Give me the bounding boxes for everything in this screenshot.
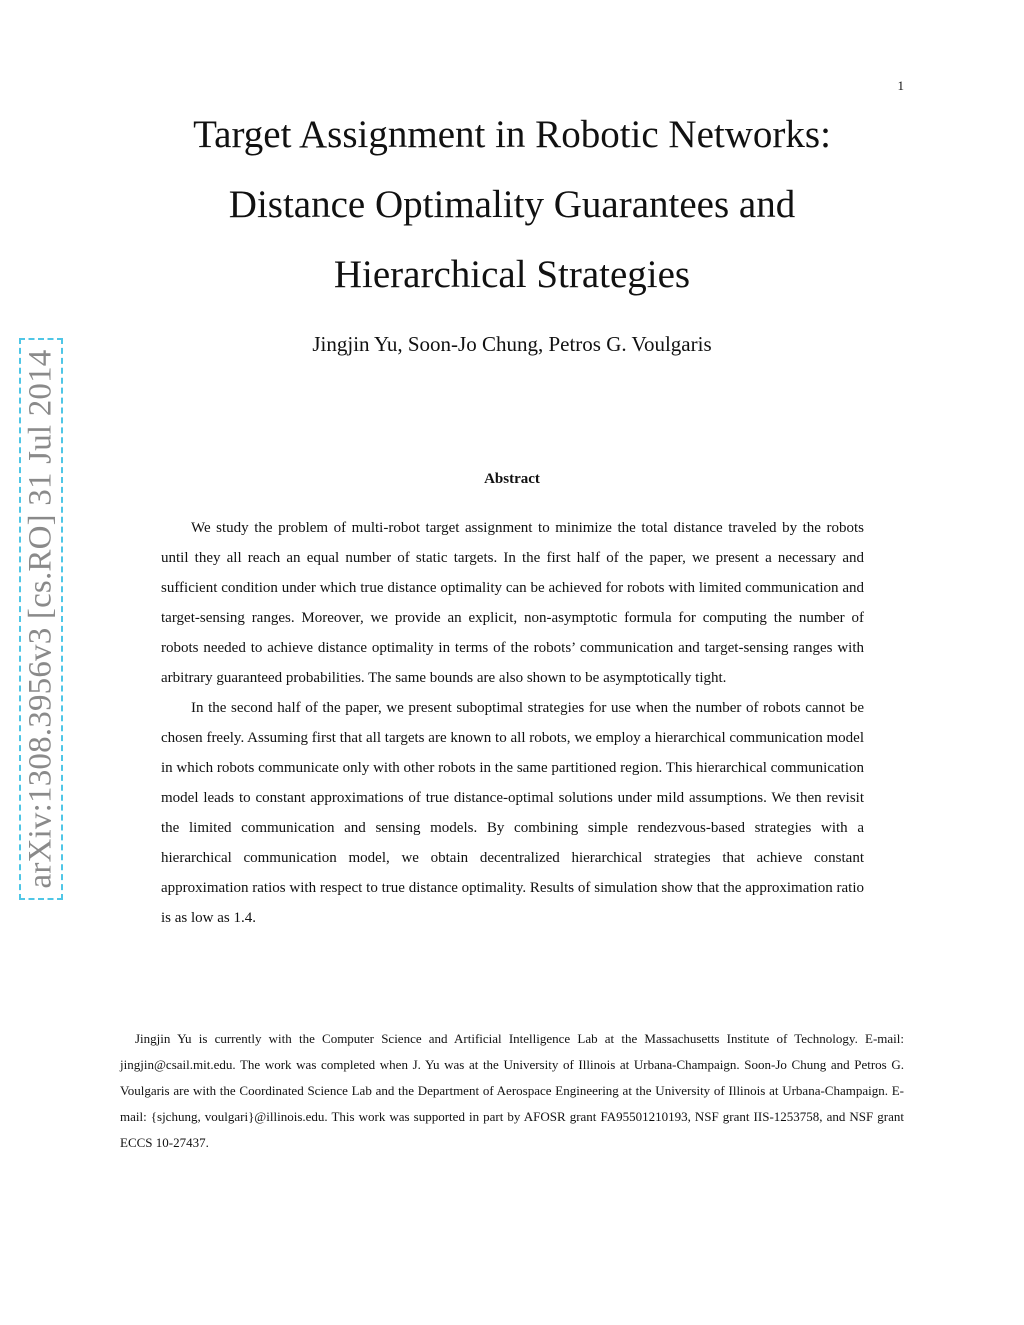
affiliation-footnote: Jingjin Yu is currently with the Computer Science and Artificial Intelligence Lab at the Massachusetts Institute of Technology. E-mail: jingjin@csail.mit.edu. The work was completed when J. Yu was at the University of Illinois at Urbana-Champaign. Soon-Jo Chung and Petros G. Voulgaris are with the Coordinated Science Lab and the Department of Aerospace Engineering at the University of Illinois at Urbana-Champaign. E-mail: {sjchung, voulgari}@illinois.edu. This work was supported in part by AFOSR grant FA95501210193, NSF grant IIS-1253758, and NSF grant ECCS 10-27437. xyxy=(120,1031,904,1150)
title-line-3: Hierarchical Strategies xyxy=(333,253,691,296)
abstract-body xyxy=(161,513,864,933)
title-line-2: Distance Optimality Guarantees and xyxy=(228,183,796,226)
abstract-paragraph-2: In the second half of the paper, we present suboptimal strategies for use when the number of robots cannot be chosen freely. Assuming first that all targets are known to all robots, we employ a hierarchical communication model in which robots communicate only with other robots in the same partitioned region. This hierarchical communication model leads to constant approximations of true distance-optimal solutions under mild assumptions. We then revisit the limited communication and sensing models. By combining simple rendezvous-based strategies with a hierarchical communication model, we obtain decentralized hierarchical strategies that achieve constant approximation ratios with respect to true distance optimality. Results of simulation show that the approximation ratio is as low as 1.4. xyxy=(161,700,864,926)
paper-title xyxy=(140,100,884,310)
abstract-heading: Abstract xyxy=(484,471,540,487)
title-line-1: Target Assignment in Robotic Networks: xyxy=(193,113,831,156)
arxiv-identifier[interactable]: arXiv:1308.3956v3 [cs.RO] 31 Jul 2014 xyxy=(22,349,59,889)
page-number: 1 xyxy=(897,78,904,93)
author-list: Jingjin Yu, Soon-Jo Chung, Petros G. Voulgaris xyxy=(312,332,712,356)
abstract-paragraph-1: We study the problem of multi-robot target assignment to minimize the total distance traveled by the robots until they all reach an equal number of static targets. In the first half of the paper, we present a necessary and sufficient condition under which true distance optimality can be achieved for robots with limited communication and target-sensing ranges. Moreover, we provide an explicit, non-asymptotic formula for computing the number of robots needed to achieve distance optimality in terms of the robots’ communication and target-sensing ranges with arbitrary guaranteed probabilities. The same bounds are also shown to be asymptotically tight. xyxy=(161,520,864,686)
